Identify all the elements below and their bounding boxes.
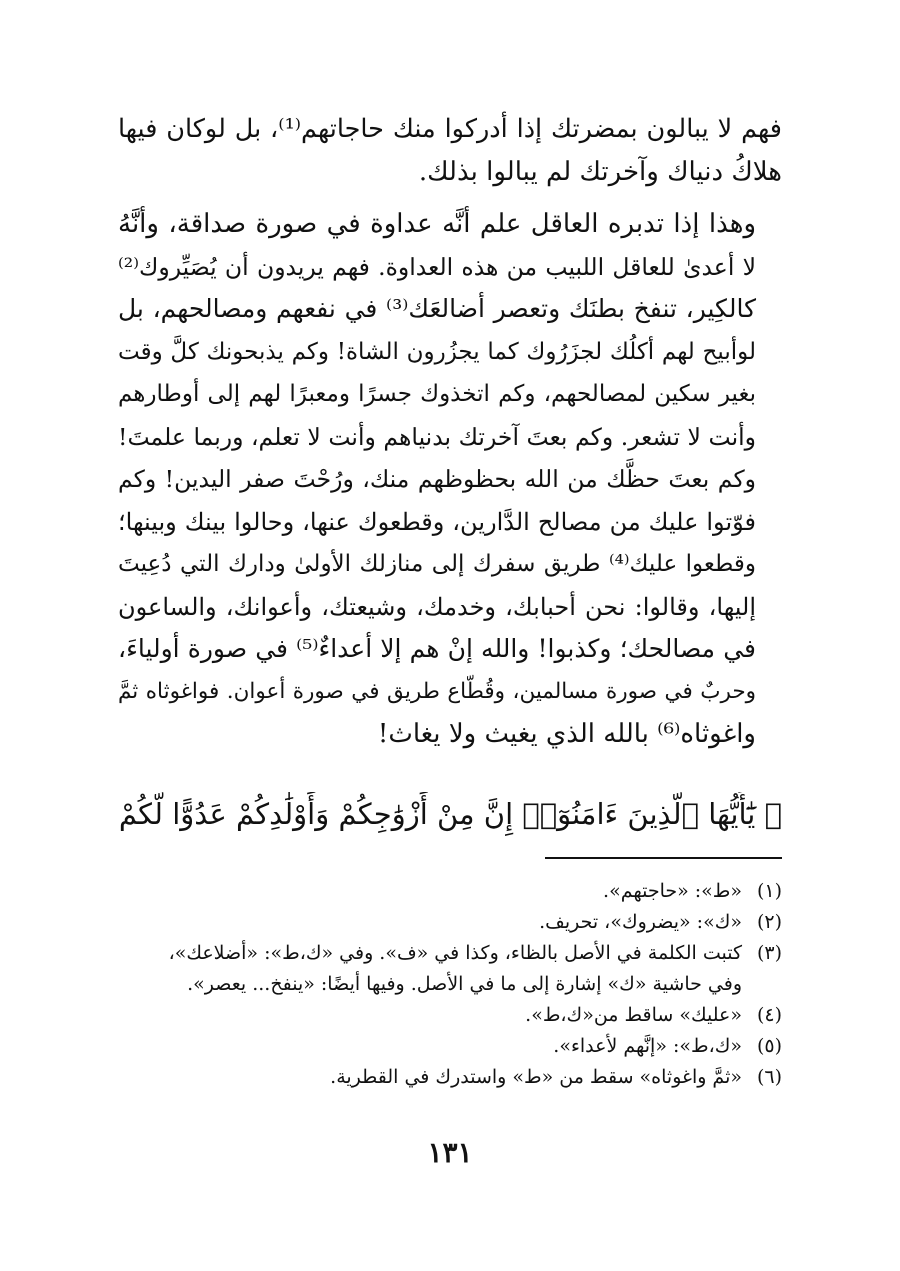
footnote-number: (٦) (756, 1066, 782, 1088)
text-line: لا أعدىٰ للعاقل اللبيب من هذه العداوة. فهم يريدون أن يُصَيِّروك⁽²⁾ (118, 252, 756, 281)
text-line: في مصالحك؛ وكذبوا! والله إنْ هم إلا أعداءٌ⁽⁵⁾ في صورة أولياءَ، (118, 634, 756, 663)
footnote-number: (٤) (756, 1004, 782, 1026)
text-line: هلاكُ دنياك وآخرتك لم يبالوا بذلك. (418, 156, 782, 187)
quran-verse: ﴿ يَٰٓأَيُّهَا ٱلَّذِينَ ءَامَنُوٓا۟ إِنَّ مِنْ أَزْوَٰجِكُمْ وَأَوْلَٰدِكُمْ عَدُوًّا لَّكُمْ (118, 797, 782, 831)
text-line: وحربٌ في صورة مسالمين، وقُطّاع طريق في صورة أعوان. فواغوثاه ثمَّ (118, 678, 756, 704)
text-line: بغير سكين لمصالحهم، وكم اتخذوك جسرًا ومعبرًا لهم إلى أوطارهم (118, 381, 756, 407)
text-line: فوّتوا عليك من مصالح الدَّارين، وقطعوك عنها، وحالوا بينك وبينها؛ (118, 507, 756, 536)
footnote-text: «عليك» ساقط من«ك،ط». (525, 1004, 742, 1026)
footnote-text: «ثمَّ واغوثاه» سقط من «ط» واستدرك في القطرية. (330, 1066, 742, 1088)
text-line: وكم بعتَ حظَّك من الله بحظوظهم منك، ورُحْتَ صفر اليدين! وكم (118, 465, 756, 493)
text-line: وأنت لا تشعر. وكم بعتَ آخرتك بدنياهم وأنت لا تعلم، وربما علمتَ! (118, 422, 756, 451)
footnote-divider (545, 857, 782, 859)
footnote-3 (118, 938, 782, 1000)
page-number: ١٣١ (427, 1136, 473, 1169)
footnote-5 (118, 1031, 782, 1062)
footnote-text: وفي حاشية «ك» إشارة إلى ما في الأصل. وفيها أيضًا: «ينفخ... يعصر». (187, 973, 742, 995)
paragraph-2 (118, 203, 782, 756)
footnote-text: «ط»: «حاجتهم». (603, 880, 742, 902)
footnote-2 (118, 907, 782, 938)
text-line: وهذا إذا تدبره العاقل علم أنَّه عداوة في صورة صداقة، وأنَّهُ (118, 209, 756, 239)
footnote-number: (١) (756, 880, 782, 902)
footnote-number: (٣) (756, 942, 782, 964)
footnote-6 (118, 1062, 782, 1093)
text-line: لوأبيح لهم أكلُك لجزَرُوك كما يجزُرون الشاة! وكم يذبحونك كلَّ وقت (118, 338, 756, 365)
footnote-4 (118, 1000, 782, 1031)
footnotes (118, 876, 782, 1093)
footnote-number: (٢) (756, 911, 782, 933)
footnote-text: «ك»: «يضروك»، تحريف. (539, 911, 742, 933)
text-line: وقطعوا عليك⁽⁴⁾ طريق سفرك إلى منازلك الأولىٰ ودارك التي دُعِيتَ (118, 551, 756, 577)
footnote-1 (118, 876, 782, 907)
main-text (118, 108, 782, 756)
text-line: إليها، وقالوا: نحن أحبابك، وخدمك، وشيعتك، وأعوانك، والساعون (118, 592, 756, 621)
paragraph-1 (118, 108, 782, 193)
text-line: فهم لا يبالون بمضرتك إذا أدركوا منك حاجاتهم⁽¹⁾، بل لوكان فيها (118, 114, 782, 144)
text-line: واغوثاه⁽⁶⁾ بالله الذي يغيث ولا يغاث! (377, 719, 756, 749)
footnote-text: كتبت الكلمة في الأصل بالظاء، وكذا في «ف». وفي «ك،ط»: «أضلاعك»، (168, 942, 742, 964)
footnote-text: «ك،ط»: «إنَّهم لأعداء». (553, 1035, 742, 1057)
footnote-number: (٥) (756, 1035, 782, 1057)
text-line: كالكِير، تنفخ بطنَك وتعصر أضالعَك⁽³⁾ في نفعهم ومصالحهم، بل (118, 294, 756, 323)
